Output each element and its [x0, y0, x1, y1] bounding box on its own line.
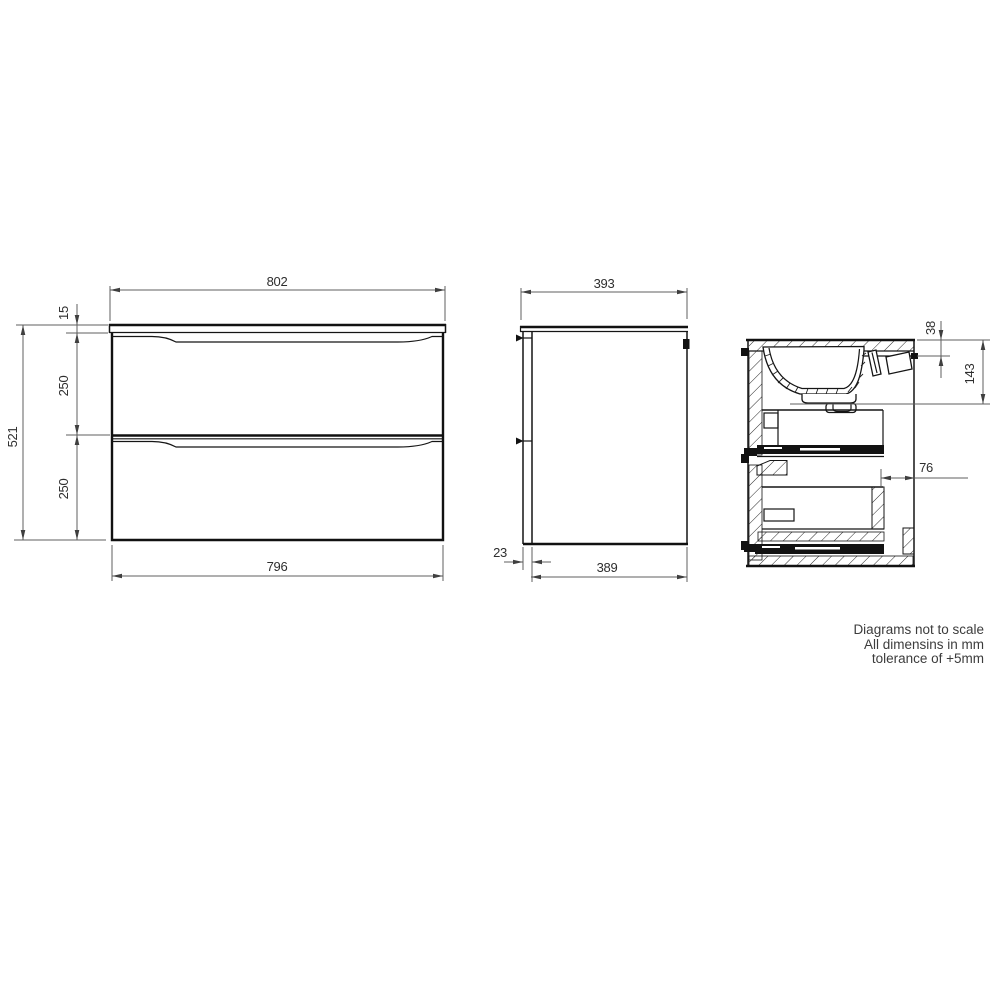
front-view: [5, 274, 446, 581]
dim-label-802: 802: [266, 274, 288, 289]
note-line-1: Diagrams not to scale: [853, 622, 984, 637]
basin-section: [763, 347, 866, 413]
dim-label-250-upper: 250: [56, 375, 71, 397]
side-dimensions: [493, 276, 687, 582]
lower-drawer-back: [872, 487, 884, 529]
front-countertop: [109, 324, 446, 333]
upper-drawer-section: [744, 410, 884, 457]
fixing-mark: [911, 353, 918, 359]
dim-label-796: 796: [266, 559, 288, 574]
dim-label-521: 521: [5, 426, 20, 448]
lower-drawer-handle-curve: [112, 442, 443, 448]
basin-foot: [802, 394, 856, 403]
upper-drawer-handle-curve: [112, 337, 443, 343]
dim-label-15: 15: [56, 306, 71, 320]
note-line-2: All dimensins in mm: [863, 636, 984, 652]
dim-label-143: 143: [962, 363, 977, 385]
dim-label-76: 76: [919, 460, 933, 475]
dim-label-38: 38: [923, 321, 938, 335]
side-cabinet-body: [516, 326, 690, 544]
bracket-flag: [886, 352, 912, 374]
tap-detail: [864, 350, 918, 376]
section-view: [741, 321, 990, 566]
front-dimensions: [5, 274, 445, 581]
dim-label-23: 23: [493, 545, 507, 560]
note-line-3: tolerance of +5mm: [871, 651, 984, 666]
lower-drawer-front-top: [757, 461, 787, 476]
lower-drawer-section: [744, 487, 884, 554]
dim-label-250-lower: 250: [56, 478, 71, 500]
lower-drawer-bottom-panel: [758, 532, 884, 541]
side-view: [493, 276, 689, 582]
dim-label-393: 393: [593, 276, 615, 291]
wall-bracket: [683, 339, 690, 349]
dim-label-389: 389: [596, 560, 618, 575]
front-cabinet-body: [112, 333, 443, 540]
drawing-notes: [853, 623, 984, 667]
rear-support-bracket: [903, 528, 914, 554]
